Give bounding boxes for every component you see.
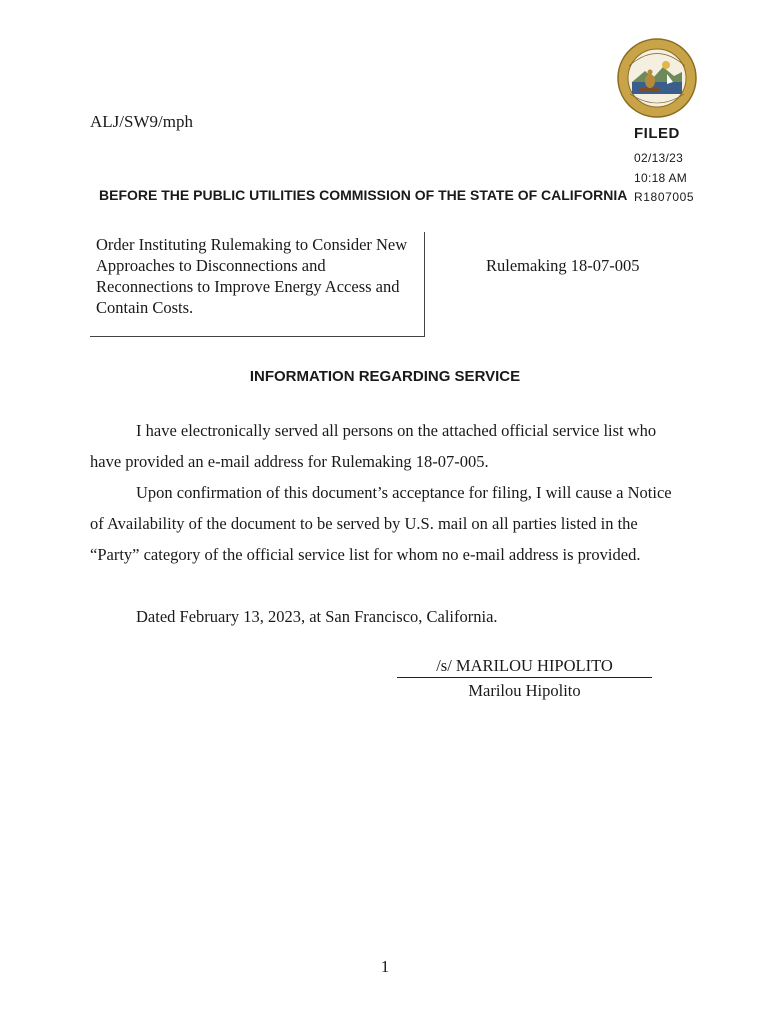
filed-stamp-label: FILED xyxy=(634,125,680,142)
date-line: Dated February 13, 2023, at San Francisco, California. xyxy=(136,607,498,626)
filed-date: 02/13/23 xyxy=(634,151,684,165)
page-number: 1 xyxy=(380,957,390,976)
body-paragraph: I have electronically served all persons on the attached official service list who have provided an e-mail address for Rulemaking 18-07-005. xyxy=(90,421,657,471)
signer-name: Marilou Hipolito xyxy=(468,681,581,700)
commission-heading: BEFORE THE PUBLIC UTILITIES COMMISSION OF THE STATE OF CALIFORNIA xyxy=(99,187,628,203)
proceeding-number: Rulemaking 18-07-005 xyxy=(486,256,640,275)
filed-time: 10:18 AM xyxy=(634,171,688,185)
filed-proceeding-number: R1807005 xyxy=(634,190,695,204)
signature-line: /s/ MARILOU HIPOLITO xyxy=(397,656,652,678)
body-paragraph: Upon confirmation of this document’s acceptance for filing, I will cause a Notice of Availability of the document to be served by U.S. mail on all parties listed in the “Party” category of the official service list for whom no e-mail address is provided. xyxy=(90,483,672,564)
docket-id: ALJ/SW9/mph xyxy=(90,112,193,131)
cpuc-seal-icon xyxy=(617,38,697,118)
caption-title: Order Instituting Rulemaking to Consider New Approaches to Disconnections and Reconnections to Improve Energy Access and Contain Costs. xyxy=(96,235,408,317)
section-title: INFORMATION REGARDING SERVICE xyxy=(249,368,521,385)
